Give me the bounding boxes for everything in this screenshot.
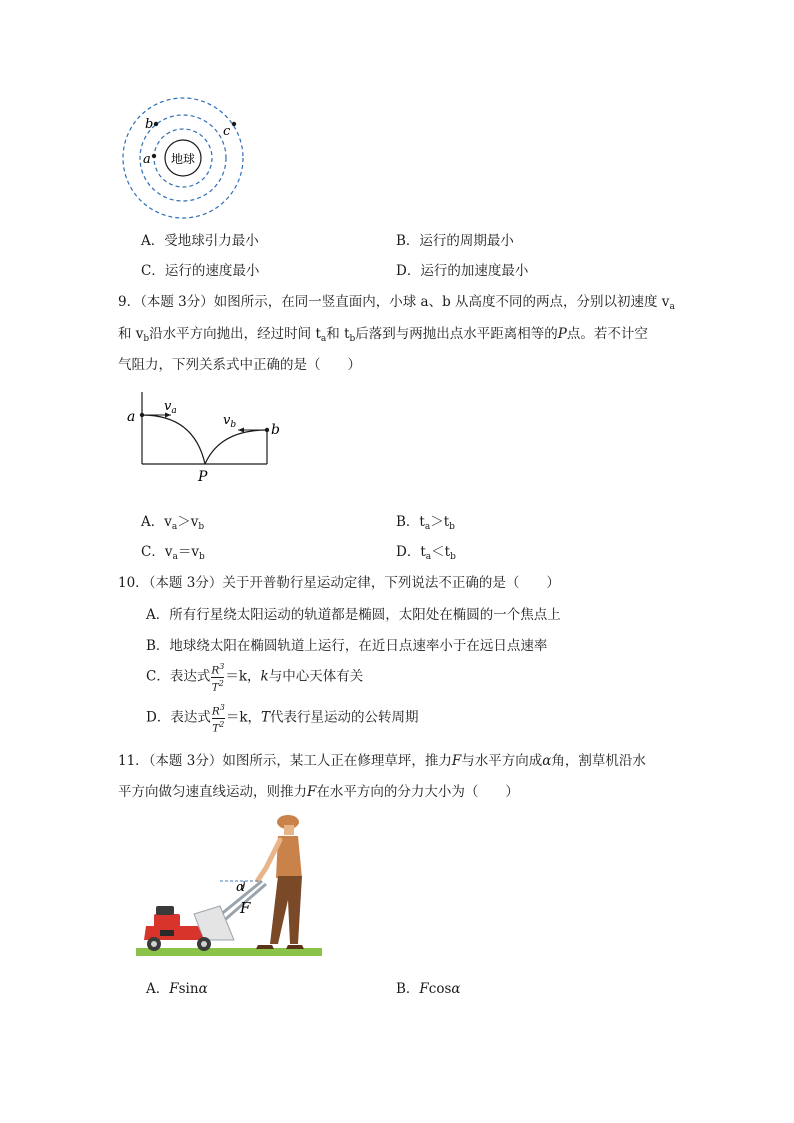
grass	[136, 948, 322, 956]
q11-option-b[interactable]: B．Fcosα	[396, 981, 461, 997]
q9-stem-line3: 气阻力，下列关系式中正确的是（ ）	[118, 357, 361, 373]
q9-option-b[interactable]: B．$t_a>t_b$	[396, 514, 455, 532]
q9-header: （本题 3分）	[140, 294, 214, 310]
force-label: F	[240, 899, 251, 917]
q11-stem-line2: 平方向做匀速直线运动，则推力F在水平方向的分力大小为（ ）	[118, 784, 519, 800]
mower-engine	[156, 906, 174, 915]
kepler-fraction: $\frac{R^3}{T^2}$	[211, 662, 225, 693]
velocity-a-label: $v_a$	[164, 399, 177, 416]
q9-stem-line2: 和 $v_b$沿水平方向抛出，经过时间 $t_a$和 $t_b$后落到与两抛出点水平距离相等的P点。若不计空	[118, 326, 648, 344]
q9-option-a[interactable]: A．$v_a>v_b$	[141, 514, 205, 532]
point-p-label: P	[198, 469, 208, 485]
q10-option-a[interactable]: A．所有行星绕太阳运动的轨道都是椭圆，太阳处在椭圆的一个焦点上	[146, 607, 561, 623]
worker-trousers	[270, 876, 302, 944]
q11-number: 11．	[118, 753, 149, 769]
q9-number: 9．	[118, 294, 141, 310]
q10-option-d[interactable]: D．表达式 $\frac{R^3}{T^2}$ ＝k，T代表行星运动的公转周期	[146, 703, 419, 734]
q10-stem: 10．（本题 3分）关于开普勒行星运动定律，下列说法不正确的是（ ）	[118, 575, 560, 591]
q11-option-a[interactable]: A．Fsinα	[146, 981, 208, 997]
orbit-figure	[118, 94, 248, 224]
earth-label: 地球	[170, 152, 196, 166]
satellite-b-label: b	[145, 117, 154, 132]
projectile-figure	[124, 386, 284, 486]
velocity-b-label: $v_b$	[223, 413, 237, 430]
kepler-fraction: $\frac{R^3}{T^2}$	[211, 703, 225, 734]
q10-option-c[interactable]: C．表达式 $\frac{R^3}{T^2}$ ＝k，k与中心天体有关	[146, 662, 364, 693]
satellite-b	[154, 122, 158, 126]
q9-option-d[interactable]: D．$t_a<t_b$	[396, 544, 456, 562]
q10-option-b[interactable]: B．地球绕太阳在椭圆轨道上运行，在近日点速率小于在远日点速率	[146, 638, 548, 654]
q9-stem-line1: 9．（本题 3分）如图所示，在同一竖直面内，小球 a、b 从高度不同的两点，分别以初速度 $v_a$	[118, 294, 675, 312]
q10-number: 10．	[118, 575, 149, 591]
q8-option-d[interactable]: D．运行的加速度最小	[396, 263, 529, 279]
q8-option-c[interactable]: C．运行的速度最小	[141, 263, 260, 279]
q11-header: （本题 3分）	[148, 753, 223, 769]
ball-b-label: b	[271, 422, 280, 438]
alpha-label: α	[236, 880, 245, 895]
q8-option-a[interactable]: A．受地球引力最小	[141, 233, 259, 249]
q9-option-c[interactable]: C．$v_a=v_b$	[141, 544, 205, 562]
q10-header: （本题 3分）	[148, 575, 223, 591]
lawn-mower-figure	[132, 808, 324, 960]
ball-a-label: a	[127, 409, 136, 425]
q8-option-b[interactable]: B．运行的周期最小	[396, 233, 514, 249]
satellite-a-label: a	[143, 152, 151, 167]
satellite-a	[152, 154, 156, 158]
satellite-c-label: c	[223, 124, 231, 139]
satellite-c	[232, 122, 236, 126]
q11-stem-line1: 11．（本题 3分）如图所示，某工人正在修理草坪，推力F与水平方向成α角，割草机沿水	[118, 753, 646, 769]
